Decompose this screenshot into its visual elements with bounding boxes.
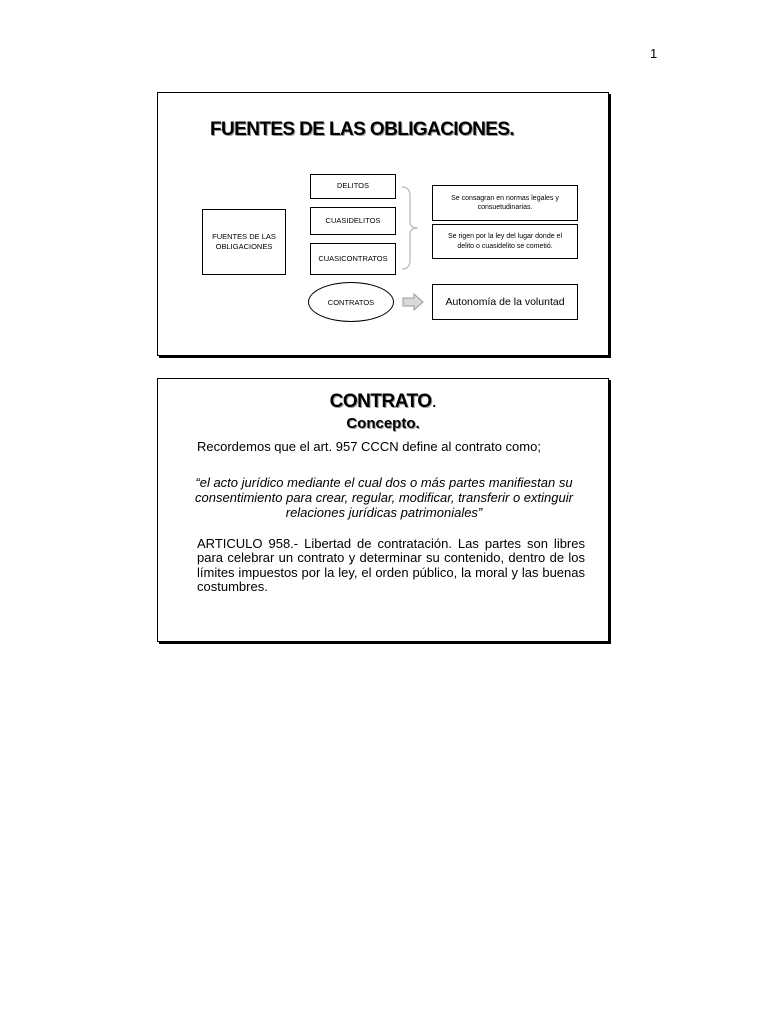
- slide-title: [158, 391, 608, 413]
- title-text: CONTRATO: [329, 391, 432, 412]
- sources-box-label: FUENTES DE LAS OBLIGACIONES: [212, 231, 276, 251]
- page-number: 1: [650, 46, 658, 61]
- note-normas-text: Se consagran en normas legales y consuetudinarias.: [451, 194, 559, 211]
- brace-icon: [400, 186, 422, 270]
- slide-contrato: [157, 378, 609, 642]
- article-958-paragraph: ARTICULO 958.- Libertad de contratación. Las partes son libres para celebrar un contrato y determinar su contenido, dentro de los límites impuestos por la ley, el orden público, la moral y las buenas costumbres.: [197, 536, 585, 594]
- delitos-label: DELITOS: [337, 181, 369, 191]
- contratos-ellipse: [308, 282, 394, 322]
- arrow-right-icon: [402, 293, 424, 311]
- intro-paragraph: Recordemos que el art. 957 CCCN define al contrato como;: [197, 439, 541, 454]
- definition-quote: “el acto jurídico mediante el cual dos o más partes manifiestan su consentimiento para crear, regular, modificar, transferir o extinguir relaciones jurídicas patrimoniales”: [195, 475, 573, 521]
- contratos-label: CONTRATOS: [327, 297, 375, 307]
- delitos-box: [310, 174, 396, 199]
- slide-fuentes-obligaciones: [157, 92, 609, 356]
- slide-subtitle: Concepto.: [346, 415, 420, 432]
- sources-box: [202, 209, 286, 275]
- note-lugar-text: Se rigen por la ley del lugar donde el delito o cuasidelito se cometió.: [447, 233, 563, 250]
- cuasicontratos-box: [310, 243, 396, 275]
- note-autonomia-text: Autonomía de la voluntad: [445, 295, 565, 308]
- title-dot: .: [431, 391, 437, 412]
- note-lugar-box: [432, 224, 578, 259]
- cuasidelitos-box: [310, 207, 396, 235]
- slide-title: FUENTES DE LAS OBLIGACIONES.: [210, 119, 515, 140]
- cuasidelitos-label: CUASIDELITOS: [325, 215, 381, 225]
- note-autonomia-box: [432, 284, 578, 320]
- cuasicontratos-label: CUASICONTRATOS: [318, 253, 388, 263]
- note-normas-box: [432, 185, 578, 221]
